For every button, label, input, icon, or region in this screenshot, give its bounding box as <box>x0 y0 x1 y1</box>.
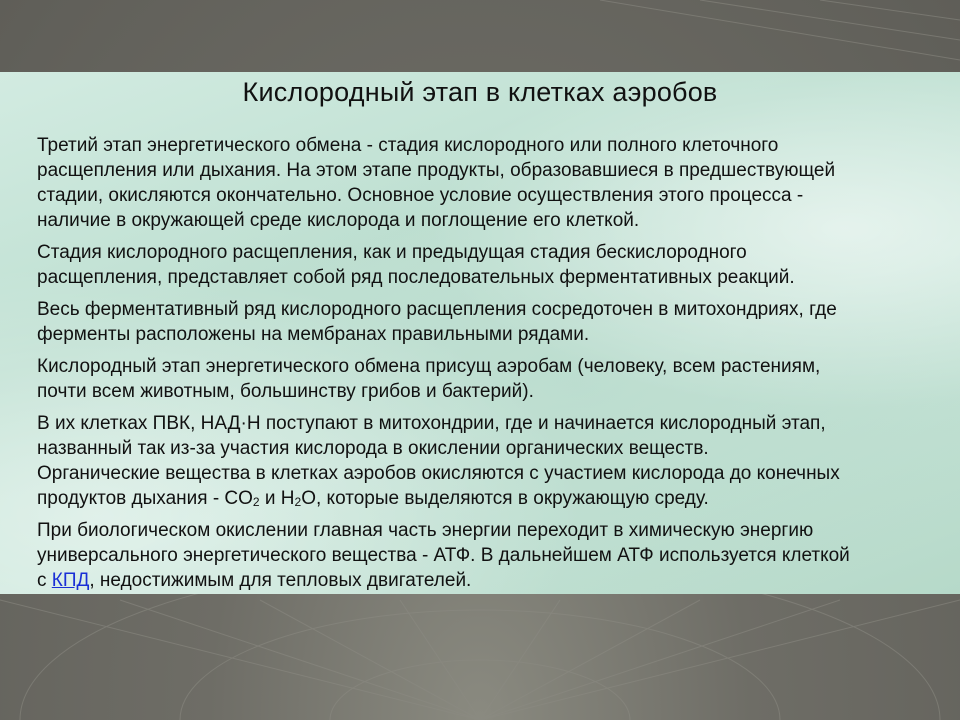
paragraph-1 <box>37 133 949 233</box>
kpd-link[interactable]: КПД <box>51 570 90 591</box>
text-line-formula <box>37 486 949 511</box>
text-line: При биологическом окислении главная часть энергии переходит в химическую энергию <box>37 520 814 541</box>
paragraph-2 <box>37 240 949 290</box>
text-line: расщепления или дыхания. На этом этапе продукты, образовавшиеся в предшествующей <box>37 160 836 181</box>
slide-title: Кислородный этап в клетках аэробов <box>242 77 718 107</box>
text-line: Органические вещества в клетках аэробов окисляются с участием кислорода до конечных <box>37 463 840 484</box>
subscript-2: 2 <box>294 495 302 509</box>
slide-content <box>37 133 949 600</box>
text-line: универсального энергетического вещества - АТФ. В дальнейшем АТФ используется клеткой <box>37 545 850 566</box>
text-line: почти всем животным, большинству грибов и бактерий). <box>37 381 534 402</box>
text-line: В их клетках ПВК, НАД·Н поступают в митохондрии, где и начинается кислородный этап, <box>37 413 826 434</box>
slide <box>0 72 960 594</box>
text-line: Третий этап энергетического обмена - стадия кислородного или полного клеточного <box>37 135 779 156</box>
text-before-link: с <box>37 570 52 591</box>
paragraph-4 <box>37 354 949 404</box>
text-line: Стадия кислородного расщепления, как и предыдущая стадия бескислородного <box>37 242 747 263</box>
text-line: названный так из-за участия кислорода в окислении органических веществ. <box>37 438 709 459</box>
text-line-with-link <box>37 568 949 593</box>
paragraph-6 <box>37 518 949 593</box>
text-after-link: , недостижимым для тепловых двигателей. <box>89 570 472 591</box>
text-line: Весь ферментативный ряд кислородного расщепления сосредоточен в митохондриях, где <box>37 299 837 320</box>
subscript-2: 2 <box>252 495 260 509</box>
text-line: Кислородный этап энергетического обмена присущ аэробам (человеку, всем растениям, <box>37 356 821 377</box>
paragraph-3 <box>37 297 949 347</box>
formula-text-middle: и H <box>259 488 295 509</box>
text-line: ферменты расположены на мембранах правильными рядами. <box>37 324 590 345</box>
formula-text-after: O, которые выделяются в окружающую среду. <box>301 488 709 509</box>
text-line: наличие в окружающей среде кислорода и поглощение его клеткой. <box>37 210 640 231</box>
formula-text-before: продуктов дыхания - CO <box>37 488 253 509</box>
paragraph-5 <box>37 411 949 511</box>
text-line: расщепления, представляет собой ряд последовательных ферментативных реакций. <box>37 267 795 288</box>
text-line: стадии, окисляются окончательно. Основное условие осуществления этого процесса - <box>37 185 804 206</box>
